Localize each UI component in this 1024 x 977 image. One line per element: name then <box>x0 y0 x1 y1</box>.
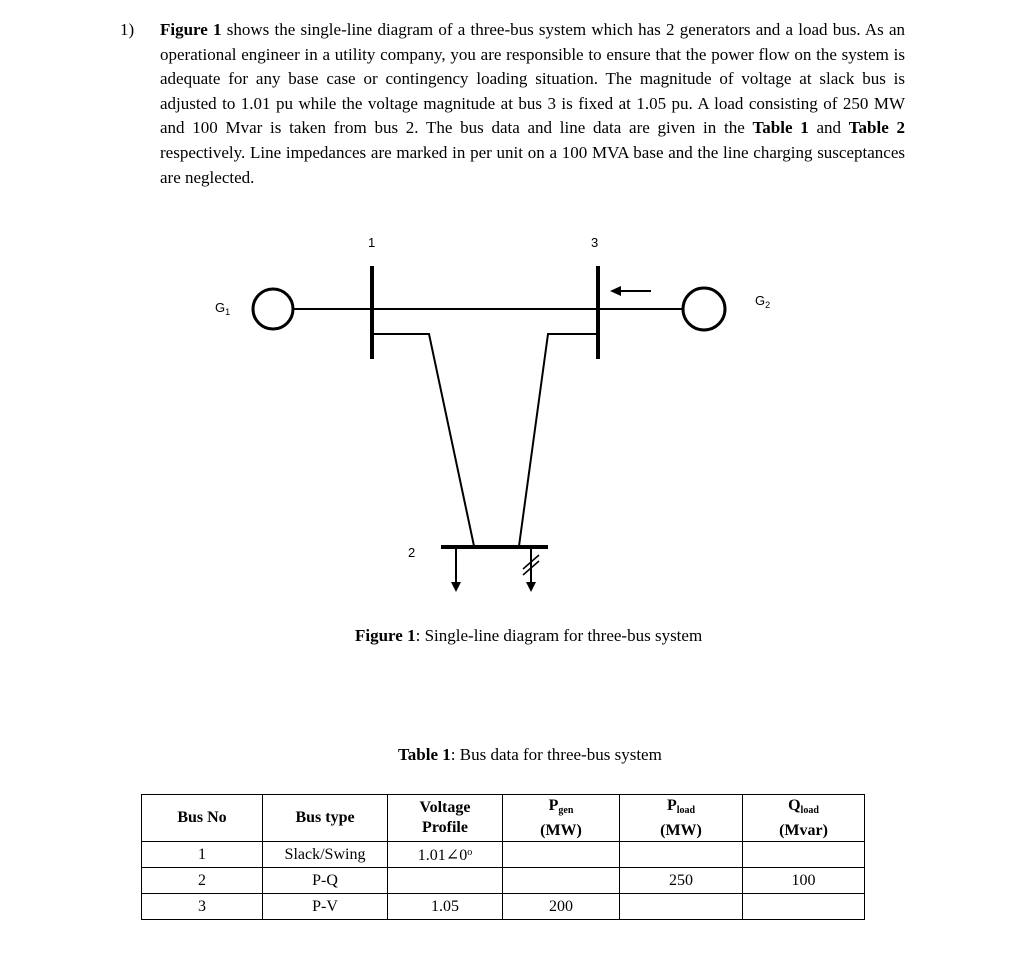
bus-data-table <box>141 794 865 920</box>
generator-g1-icon <box>253 289 293 329</box>
bus2-label: 2 <box>408 545 416 560</box>
generator-g2-icon <box>683 288 725 330</box>
line-3-2 <box>519 334 598 546</box>
bus3-label: 3 <box>591 235 599 250</box>
problem-number: 1) <box>120 20 135 39</box>
header-bus-no: Bus No <box>142 795 263 842</box>
table-row <box>142 894 865 920</box>
cell-voltage: 1.05 <box>388 894 503 920</box>
header-bus-type: Bus type <box>263 795 388 842</box>
cell-pgen: 200 <box>503 894 620 920</box>
table-row <box>142 868 865 894</box>
bus1-label: 1 <box>368 235 376 250</box>
table-caption: Table 1: Bus data for three-bus system <box>398 745 662 764</box>
arrow-head-icon <box>610 286 621 296</box>
reactive-load-arrow-icon <box>526 582 536 592</box>
cell-pload: 250 <box>620 868 743 894</box>
table-row <box>142 842 865 868</box>
cell-pload <box>620 894 743 920</box>
line-1-2 <box>372 334 474 546</box>
cell-bus-no: 1 <box>142 842 263 868</box>
cell-bus-type: P-Q <box>263 868 388 894</box>
figure-ref: Figure 1 <box>160 20 222 39</box>
figure-caption: Figure 1: Single-line diagram for three-bus system <box>355 626 703 645</box>
header-voltage: Voltage Profile <box>388 795 503 842</box>
cell-qload: 100 <box>743 868 865 894</box>
g2-label: $G_2$ <box>755 293 771 310</box>
header-pgen: $P_{gen}$ (MW) <box>503 795 620 842</box>
cell-bus-no: 3 <box>142 894 263 920</box>
cell-pgen <box>503 842 620 868</box>
table1-ref: Table 1 <box>752 118 809 138</box>
cell-pload <box>620 842 743 868</box>
table-header-row <box>142 795 865 842</box>
problem-text-a: shows the single-line diagram of a three-bus system which has 2 generators and a load bus. As an operational engineer in a utility company, you are responsible to ensure that the power flow on the system is adequate for any base case or contingency loading situation. The magnitude of voltage at slack bus is adjusted to 1.01 pu while the voltage magnitude at bus 3 is fixed at 1.05 pu. A load consisting of 250 MW and 100 Mvar is taken from bus 2. The bus data and line data are given in the <box>160 20 905 138</box>
cell-voltage: 1.01∠0$^o$ <box>388 842 503 868</box>
cell-qload <box>743 842 865 868</box>
cell-pgen <box>503 868 620 894</box>
header-pload: $P_{load}$ (MW) <box>620 795 743 842</box>
cell-bus-type: Slack/Swing <box>263 842 388 868</box>
cell-voltage <box>388 868 503 894</box>
header-qload: $Q_{load}$ (Mvar) <box>743 795 865 842</box>
problem-text-c: respectively. Line impedances are marked in per unit on a 100 MVA base and the line charging susceptances are neglected. <box>160 142 905 187</box>
load-arrow-icon <box>451 582 461 592</box>
table2-ref: Table 2 <box>848 118 905 138</box>
cell-bus-type: P-V <box>263 894 388 920</box>
g1-label: $G_1$ <box>215 300 231 317</box>
problem-text-b: and <box>808 118 849 138</box>
cell-bus-no: 2 <box>142 868 263 894</box>
cell-qload <box>743 894 865 920</box>
